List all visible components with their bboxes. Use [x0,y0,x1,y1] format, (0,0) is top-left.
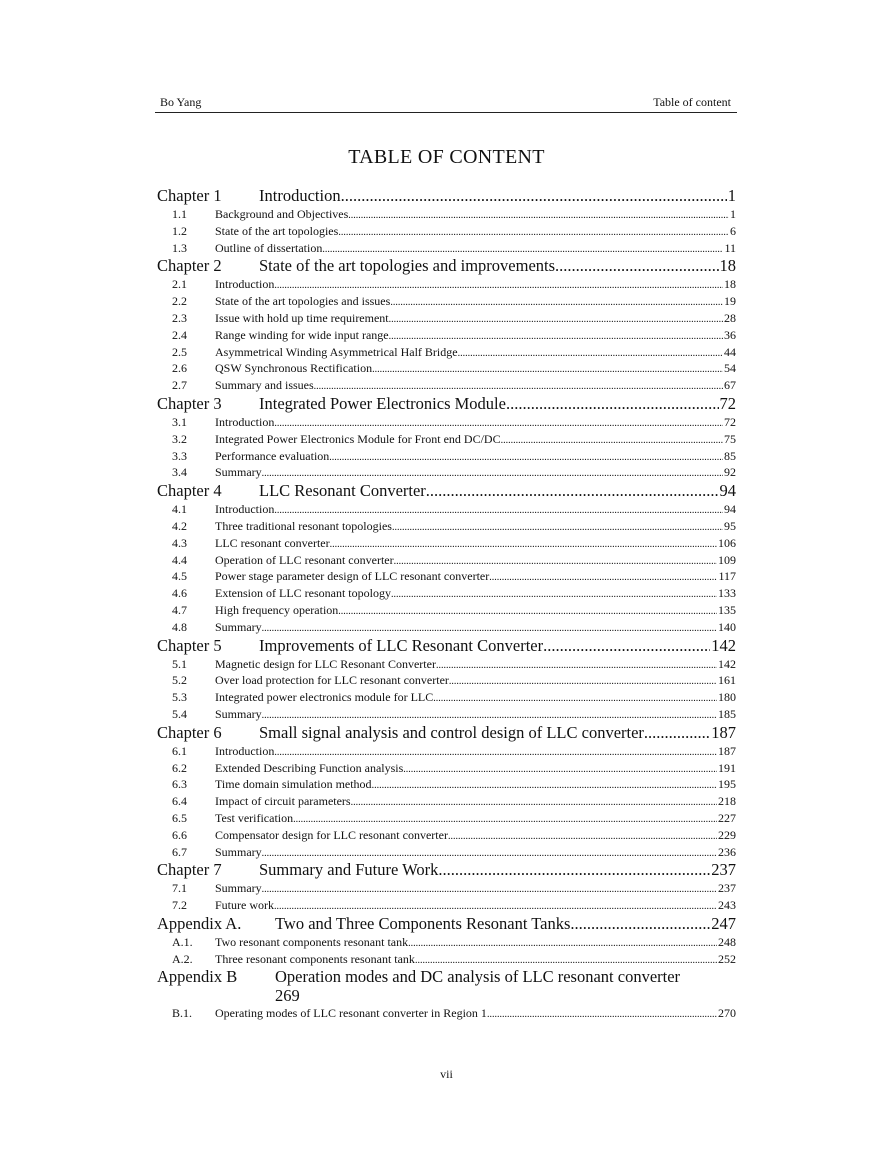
toc-dot-leader [570,914,710,934]
toc-entry-number: 2.7 [172,378,187,393]
toc-entry-page: 195 [718,777,736,792]
toc-section-entry[interactable] [157,414,736,431]
toc-entry-number: Chapter 2 [157,256,222,276]
toc-entry-page: 94 [719,481,736,501]
toc-entry-number: 4.6 [172,586,187,601]
header-section: Table of content [653,95,731,109]
toc-entry-page: 135 [718,602,736,617]
toc-entry-number: 2.6 [172,361,187,376]
toc-entry-number: 5.2 [172,673,187,688]
toc-appendix-entry[interactable] [157,914,736,934]
toc-entry-title: Extension of LLC resonant topology [215,586,391,601]
toc-dot-leader [449,674,717,689]
toc-entry-page: 142 [711,635,736,655]
toc-dot-leader [403,762,717,777]
toc-entry-number: 1.2 [172,223,187,238]
toc-entry-page: 248 [718,934,736,949]
toc-dot-leader [274,416,723,431]
toc-section-entry[interactable] [157,1005,736,1022]
toc-entry-page: 1 [730,207,736,221]
toc-dot-leader [330,537,717,552]
toc-section-entry[interactable] [157,518,736,535]
toc-section-entry[interactable] [157,844,736,861]
toc-entry-title: Summary [215,881,262,896]
toc-entry-page: 218 [718,794,736,809]
toc-entry-title: Two and Three Components Resonant Tanks [275,913,571,933]
toc-entry-page: 237 [718,881,736,896]
toc-entry-page: 185 [718,706,736,721]
toc-section-entry[interactable] [157,880,736,897]
toc-section-entry[interactable] [157,501,736,518]
toc-section-entry[interactable] [157,776,736,793]
toc-entry-number: 2.3 [172,310,187,325]
toc-entry-number: 4.5 [172,569,187,584]
toc-entry-number: 6.5 [172,810,187,825]
toc-entry-page: 75 [724,431,736,446]
toc-dot-leader [274,503,723,518]
toc-entry-title: Extended Describing Function analysis [215,760,404,775]
toc-entry-page: 95 [724,518,736,533]
toc-entry-page: 6 [730,223,736,238]
toc-section-entry[interactable] [157,689,736,706]
toc-entry-page: 28 [724,310,736,325]
toc-dot-leader [262,466,723,481]
toc-entry-page: 180 [718,690,736,705]
toc-section-entry[interactable] [157,656,736,673]
toc-dot-leader [372,778,717,793]
toc-section-entry[interactable] [157,672,736,689]
page-number: vii [440,1067,453,1081]
toc-section-entry[interactable] [157,240,736,257]
toc-entry-title: Three resonant components resonant tank [215,951,415,966]
toc-chapter-entry[interactable] [157,256,736,276]
toc-section-entry[interactable] [157,293,736,310]
toc-entry-title: Summary [215,844,262,859]
toc-entry-number: A.1. [172,934,193,949]
toc-entry-number: Chapter 1 [157,186,222,205]
toc-entry-title: Magnetic design for LLC Resonant Converter [215,656,436,671]
toc-entry-number: Appendix A. [157,913,242,933]
toc-dot-leader [348,208,729,223]
toc-chapter-entry[interactable] [157,723,736,743]
toc-entry-page: 269 [275,986,300,1006]
toc-entry-title: Summary and Future Work [259,860,439,880]
toc-dot-leader [338,225,729,240]
toc-entry-title: Introduction [215,414,275,429]
toc-dot-leader [262,708,717,723]
toc-entry-title: Introduction [215,743,275,758]
toc-entry-title: Background and Objectives [215,207,349,221]
toc-entry-title: State of the art topologies [215,223,339,238]
toc-dot-leader [458,346,723,361]
toc-dot-leader [389,312,723,327]
toc-entry-title: Integrated Power Electronics Module [259,393,506,413]
toc-dot-leader [314,379,723,394]
page-title: TABLE OF CONTENT [348,146,545,168]
toc-entry-title: Integrated Power Electronics Module for Front end DC/DC [215,431,501,446]
toc-section-entry[interactable] [157,897,736,914]
toc-entry-title: State of the art topologies and improvements [259,256,556,276]
toc-entry-title: Power stage parameter design of LLC resonant converter [215,569,490,584]
toc-entry-number: Chapter 3 [157,393,222,413]
toc-entry-title: Small signal analysis and control design of LLC converter [259,722,644,742]
toc-entry-title: Integrated power electronics module for LLC [215,690,434,705]
table-of-contents [157,186,736,1022]
toc-entry-title: Issue with hold up time requirement [215,310,389,325]
toc-section-entry[interactable] [157,793,736,810]
toc-section-entry[interactable] [157,535,736,552]
toc-dot-leader [394,554,717,569]
toc-entry-title: LLC resonant converter [215,535,330,550]
toc-dot-leader [555,256,718,276]
toc-entry-title: State of the art topologies and issues [215,294,391,309]
toc-entry-number: 5.1 [172,656,187,671]
toc-dot-leader [392,520,723,535]
toc-entry-page: 236 [718,844,736,859]
toc-entry-page: 67 [724,378,736,393]
toc-entry-title: Introduction [215,502,275,517]
toc-section-entry[interactable] [157,743,736,760]
toc-dot-leader [438,860,710,880]
toc-dot-leader [274,278,723,293]
toc-entry-title: Range winding for wide input range [215,327,389,342]
toc-entry-number: 5.3 [172,690,187,705]
toc-entry-number: 6.3 [172,777,187,792]
toc-dot-leader [322,242,723,257]
toc-entry-page: 252 [718,951,736,966]
toc-section-entry[interactable] [157,223,736,240]
toc-dot-leader [506,394,719,414]
toc-entry-page: 1 [727,186,736,205]
header-author: Bo Yang [160,95,202,109]
toc-entry-number: 4.8 [172,619,187,634]
toc-entry-page: 187 [718,743,736,758]
toc-chapter-entry[interactable] [157,860,736,880]
toc-dot-leader [415,953,717,968]
toc-entry-title: Operating modes of LLC resonant converter in Region 1 [215,1006,487,1021]
toc-entry-page: 187 [711,722,736,742]
toc-section-entry[interactable] [157,810,736,827]
toc-entry-title: Two resonant components resonant tank [215,934,409,949]
toc-entry-title: LLC Resonant Converter [259,481,426,501]
toc-entry-number: 7.1 [172,881,187,896]
toc-entry-title: Operation of LLC resonant converter [215,552,394,567]
toc-entry-number: B.1. [172,1006,193,1021]
toc-entry-page: 11 [724,240,736,255]
toc-entry-page: 142 [718,656,736,671]
toc-entry-number: 6.6 [172,827,187,842]
toc-entry-title: Improvements of LLC Resonant Converter [259,635,544,655]
toc-dot-leader [389,329,723,344]
toc-entry-page: 72 [719,393,736,413]
toc-dot-leader [372,362,723,377]
toc-entry-title: Operation modes and DC analysis of LLC resonant converter [275,967,681,987]
toc-entry-page: 72 [724,414,736,429]
toc-entry-page: 140 [718,619,736,634]
toc-dot-leader [436,658,717,673]
toc-section-entry[interactable] [157,552,736,569]
toc-entry-title: Summary [215,706,262,721]
toc-section-entry[interactable] [157,619,736,636]
toc-section-entry[interactable] [157,310,736,327]
toc-dot-leader [329,450,723,465]
toc-section-entry[interactable] [157,602,736,619]
toc-section-entry[interactable] [157,206,736,223]
toc-dot-leader [408,936,717,951]
toc-entry-number: Chapter 7 [157,860,222,880]
toc-entry-title: Impact of circuit parameters [215,794,351,809]
toc-entry-number: 4.7 [172,602,187,617]
toc-entry-page: 54 [724,361,736,376]
toc-entry-page: 18 [724,277,736,292]
toc-dot-leader [426,481,719,501]
toc-entry-title: High frequency operation [215,602,339,617]
toc-entry-number: 2.4 [172,327,187,342]
toc-entry-title: Outline of dissertation [215,240,323,255]
toc-chapter-entry[interactable] [157,186,736,206]
toc-entry-title: Summary [215,619,262,634]
toc-dot-leader [274,899,717,914]
toc-section-entry[interactable] [157,377,736,394]
toc-entry-title: Time domain simulation method [215,777,372,792]
toc-entry-title: Future work [215,898,274,913]
toc-entry-number: 7.2 [172,898,187,913]
toc-section-entry[interactable] [157,276,736,293]
toc-entry-number: 2.1 [172,277,187,292]
toc-dot-leader [543,636,710,656]
toc-entry-number: 3.3 [172,448,187,463]
toc-entry-number: 2.5 [172,344,187,359]
toc-dot-leader [262,621,717,636]
toc-section-entry[interactable] [157,464,736,481]
toc-section-entry[interactable] [157,760,736,777]
toc-entry-page: 270 [718,1006,736,1021]
toc-entry-title: Test verification [215,810,294,825]
toc-entry-title: Introduction [259,186,341,205]
toc-entry-page: 247 [711,913,736,933]
toc-entry-page: 161 [718,673,736,688]
toc-dot-leader [390,295,723,310]
toc-chapter-entry[interactable] [157,394,736,414]
toc-entry-page: 109 [718,552,736,567]
toc-dot-leader [338,604,717,619]
toc-section-entry[interactable] [157,585,736,602]
toc-dot-leader [644,723,710,743]
toc-entry-title: Three traditional resonant topologies [215,518,392,533]
toc-entry-page: 94 [724,502,736,517]
toc-entry-page: 19 [724,294,736,309]
toc-dot-leader [433,691,717,706]
toc-section-entry[interactable] [157,951,736,968]
toc-entry-number: 1.3 [172,240,187,255]
toc-entry-number: 3.4 [172,465,187,480]
toc-entry-page: 133 [718,586,736,601]
toc-entry-number: 4.3 [172,535,187,550]
toc-section-entry[interactable] [157,934,736,951]
toc-dot-leader [274,745,717,760]
toc-dot-leader [501,433,723,448]
toc-entry-page: 229 [718,827,736,842]
toc-entry-title: Over load protection for LLC resonant converter [215,673,449,688]
toc-appendix-entry[interactable] [157,967,736,1005]
toc-entry-page: 18 [719,256,736,276]
toc-section-entry[interactable] [157,706,736,723]
toc-chapter-entry[interactable] [157,636,736,656]
toc-section-entry[interactable] [157,827,736,844]
toc-dot-leader [262,846,717,861]
toc-dot-leader [487,1007,717,1022]
toc-entry-number: 4.2 [172,518,187,533]
toc-entry-number: 2.2 [172,294,187,309]
toc-entry-page: 191 [718,760,736,775]
toc-entry-number: 6.2 [172,760,187,775]
toc-entry-title: Introduction [215,277,275,292]
toc-section-entry[interactable] [157,360,736,377]
toc-entry-page: 117 [718,569,736,584]
toc-entry-page: 36 [724,327,736,342]
toc-entry-title: Performance evaluation [215,448,330,463]
toc-entry-title: Asymmetrical Winding Asymmetrical Half Bridge [215,344,458,359]
toc-entry-number: 4.1 [172,502,187,517]
toc-entry-page: 85 [724,448,736,463]
toc-entry-number: A.2. [172,951,193,966]
toc-dot-leader [262,882,717,897]
toc-dot-leader [341,186,727,206]
toc-dot-leader [489,570,717,585]
toc-entry-number: 6.7 [172,844,187,859]
toc-entry-title: Compensator design for LLC resonant converter [215,827,448,842]
toc-section-entry[interactable] [157,568,736,585]
toc-entry-number: 5.4 [172,706,187,721]
toc-entry-page: 44 [724,344,736,359]
toc-entry-number: 6.1 [172,743,187,758]
toc-entry-page: 243 [718,898,736,913]
toc-entry-number: 3.2 [172,431,187,446]
toc-entry-page: 92 [724,465,736,480]
toc-entry-number: Appendix B [157,967,238,987]
toc-entry-page: 237 [711,860,736,880]
running-header [155,94,737,113]
toc-entry-number: Chapter 6 [157,722,222,742]
toc-dot-leader [293,812,717,827]
toc-entry-number: 6.4 [172,794,187,809]
toc-dot-leader [448,829,717,844]
toc-section-entry[interactable] [157,431,736,448]
toc-dot-leader [391,587,717,602]
toc-section-entry[interactable] [157,448,736,465]
toc-entry-title: Summary and issues [215,378,314,393]
toc-entry-title: QSW Synchronous Rectification [215,361,373,376]
toc-entry-number: Chapter 4 [157,481,222,501]
toc-section-entry[interactable] [157,344,736,361]
toc-entry-number: 1.1 [172,207,187,221]
toc-section-entry[interactable] [157,327,736,344]
toc-entry-page: 227 [718,810,736,825]
toc-entry-number: Chapter 5 [157,635,222,655]
toc-entry-title: Summary [215,465,262,480]
toc-entry-number: 3.1 [172,414,187,429]
toc-dot-leader [351,795,717,810]
toc-chapter-entry[interactable] [157,481,736,501]
toc-entry-number: 4.4 [172,552,187,567]
toc-entry-page: 106 [718,535,736,550]
